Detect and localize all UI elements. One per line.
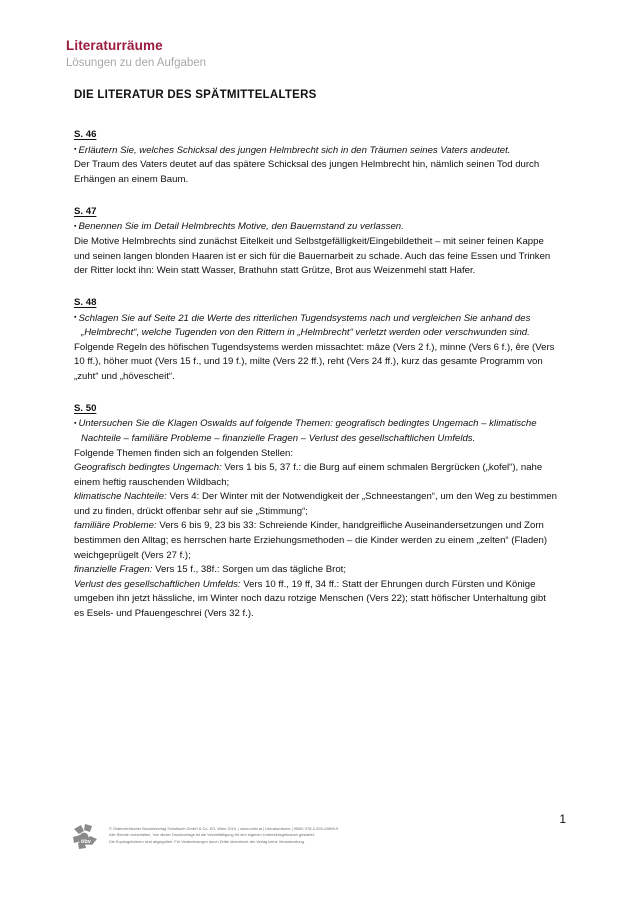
answer-item-text: Vers 4: Der Winter mit der Notwendigkeit der „Schneestangen“, um den Weg zu bestimmen und zu finden, drückt offenbar sehr auf sie „Stimmung“; [74,491,557,517]
task-text: Schlagen Sie auf Seite 21 die Werte des ritterlichen Tugendsystems nach und vergleichen Sie anhand des „Helmbrecht“, welche Tugenden von den Rittern in „Helmbrecht“ verletzt werden oder verschwunden sind. [78,312,531,339]
section-reference: S. 50 [74,402,97,414]
footer-line: © Österreichischer Bundesverlag Schulbuch GmbH & Co. KG, Wien 2019. | www.oebv.at | Literaturräume | ISBN: 978-3-209-10899-9 [109,826,339,831]
bullet-icon: ▪ [74,419,77,427]
brand-subtitle: Lösungen zu den Aufgaben [66,56,207,69]
bullet-icon: ▪ [74,314,77,322]
section-s47 [74,205,558,279]
section-answer: Folgende Regeln des höfischen Tugendsystems werden missachtet: mâze (Vers 2 f.), minne (Vers 6 f.), êre (Vers 10 ff.), höher muot (Vers 15 f., und 19 f.), milte (Vers 22 ff.), reht (Vers 24 ff.), kurz das gesamte Programm von „zuht“ und „hövescheit“. [74,341,555,382]
task-text: Erläutern Sie, welches Schicksal des jungen Helmbrecht sich in den Träumen seines Vaters andeutet. [78,144,511,156]
answer-item-text: Vers 15 f., 38f.: Sorgen um das tägliche Brot; [152,564,346,576]
bullet-icon: ▪ [74,146,77,154]
answer-item-text: Vers 10 ff., 19 ff, 34 ff.: Statt der Ehrungen durch Fürsten und Könige umgeben ihn jetzt hässliche, im Winter noch dazu rotzige Menschen (Vers 22); statt höfischer Unterhaltung gibt es Esels- und Pfauengeschrei (Vers 32 f.). [74,578,546,619]
answer-item-lead: klimatische Nachteile: [74,491,167,503]
section-task [74,312,558,341]
section-reference: S. 47 [74,205,97,217]
brand-title: Literaturräume [66,38,163,53]
section-answer [74,447,558,622]
task-text: Benennen Sie im Detail Helmbrechts Motive, den Bauernstand zu verlassen. [78,221,404,233]
answer-intro: Folgende Themen finden sich an folgenden Stellen: [74,447,294,459]
section-s46 [74,128,558,188]
section-answer: Der Traum des Vaters deutet auf das spätere Schicksal des jungen Helmbrecht hin, nämlich seinen Tod durch Erhängen an einem Baum. [74,159,540,186]
answer-item-lead: Verlust des gesellschaftlichen Umfelds: [74,578,241,590]
section-answer: Die Motive Helmbrechts sind zunächst Eitelkeit und Selbstgefälligkeit/Eingebildetheit – mit seiner feinen Kappe und seinen langen blonden Haaren ist er sich für die Bauernarbeit zu schade. Auch das feine Essen und Trinken der Ritter lockt ihn: Wein statt Wasser, Brathuhn statt Grütze, Brot aus Weizenmehl statt Hafer. [74,236,551,277]
masthead [66,38,206,71]
answer-item-text: Vers 6 bis 9, 23 bis 33: Schreiende Kinder, handgreifliche Auseinandersetzungen und Zorn bestimmen den Alltag; es herrschen harte Erziehungsmethoden – die Kinder werden zu einem „zelten“ (Fladen) weichgeprügelt (Vers 27 f.); [74,520,548,561]
answer-item-text: Vers 1 bis 5, 37 f.: die Burg auf einem schmalen Bergrücken („kofel“), nahe einem heftig rauschenden Wildbach; [74,462,543,488]
answer-item [74,563,558,578]
answer-item-lead: finanzielle Fragen: [74,564,153,576]
bullet-icon: ▪ [74,222,77,230]
footer [70,822,570,852]
answer-item-lead: Geografisch bedingtes Ungemach: [74,462,222,474]
section-task [74,220,558,235]
page-number: 1 [559,812,566,826]
section-task [74,144,558,159]
answer-item [74,519,558,563]
answer-item [74,461,558,490]
answer-item [74,578,558,622]
section-task [74,417,558,446]
answer-item [74,490,558,519]
section-reference: S. 48 [74,296,97,308]
footer-line: Alle Rechte vorbehalten. Von dieser Druckvorlage ist die Vervielfältigung für den eigenen Unterrichtsgebrauch gestattet. [109,832,315,838]
section-s50 [74,402,558,622]
oebv-logo-icon [70,822,100,852]
page-title: DIE LITERATUR DES SPÄTMITTELALTERS [74,89,317,101]
answer-item-lead: familiäre Probleme: [74,520,157,532]
task-text: Untersuchen Sie die Klagen Oswalds auf folgende Themen: geografisch bedingtes Ungemach – klimatische Nachteile – familiäre Probleme – finanzielle Fragen – Verlust des gesellschaftlichen Umfelds. [78,418,537,444]
section-s48 [74,296,558,385]
footer-line: Die Kopiergebühren sind abgegolten. Für Veränderungen durch Dritte übernimmt der Verlag keine Verantwortung. [109,838,305,844]
section-reference: S. 46 [74,129,97,140]
footer-copyright [109,822,338,845]
oebv-logo-text: öbv [80,839,91,846]
content-body [74,128,558,638]
